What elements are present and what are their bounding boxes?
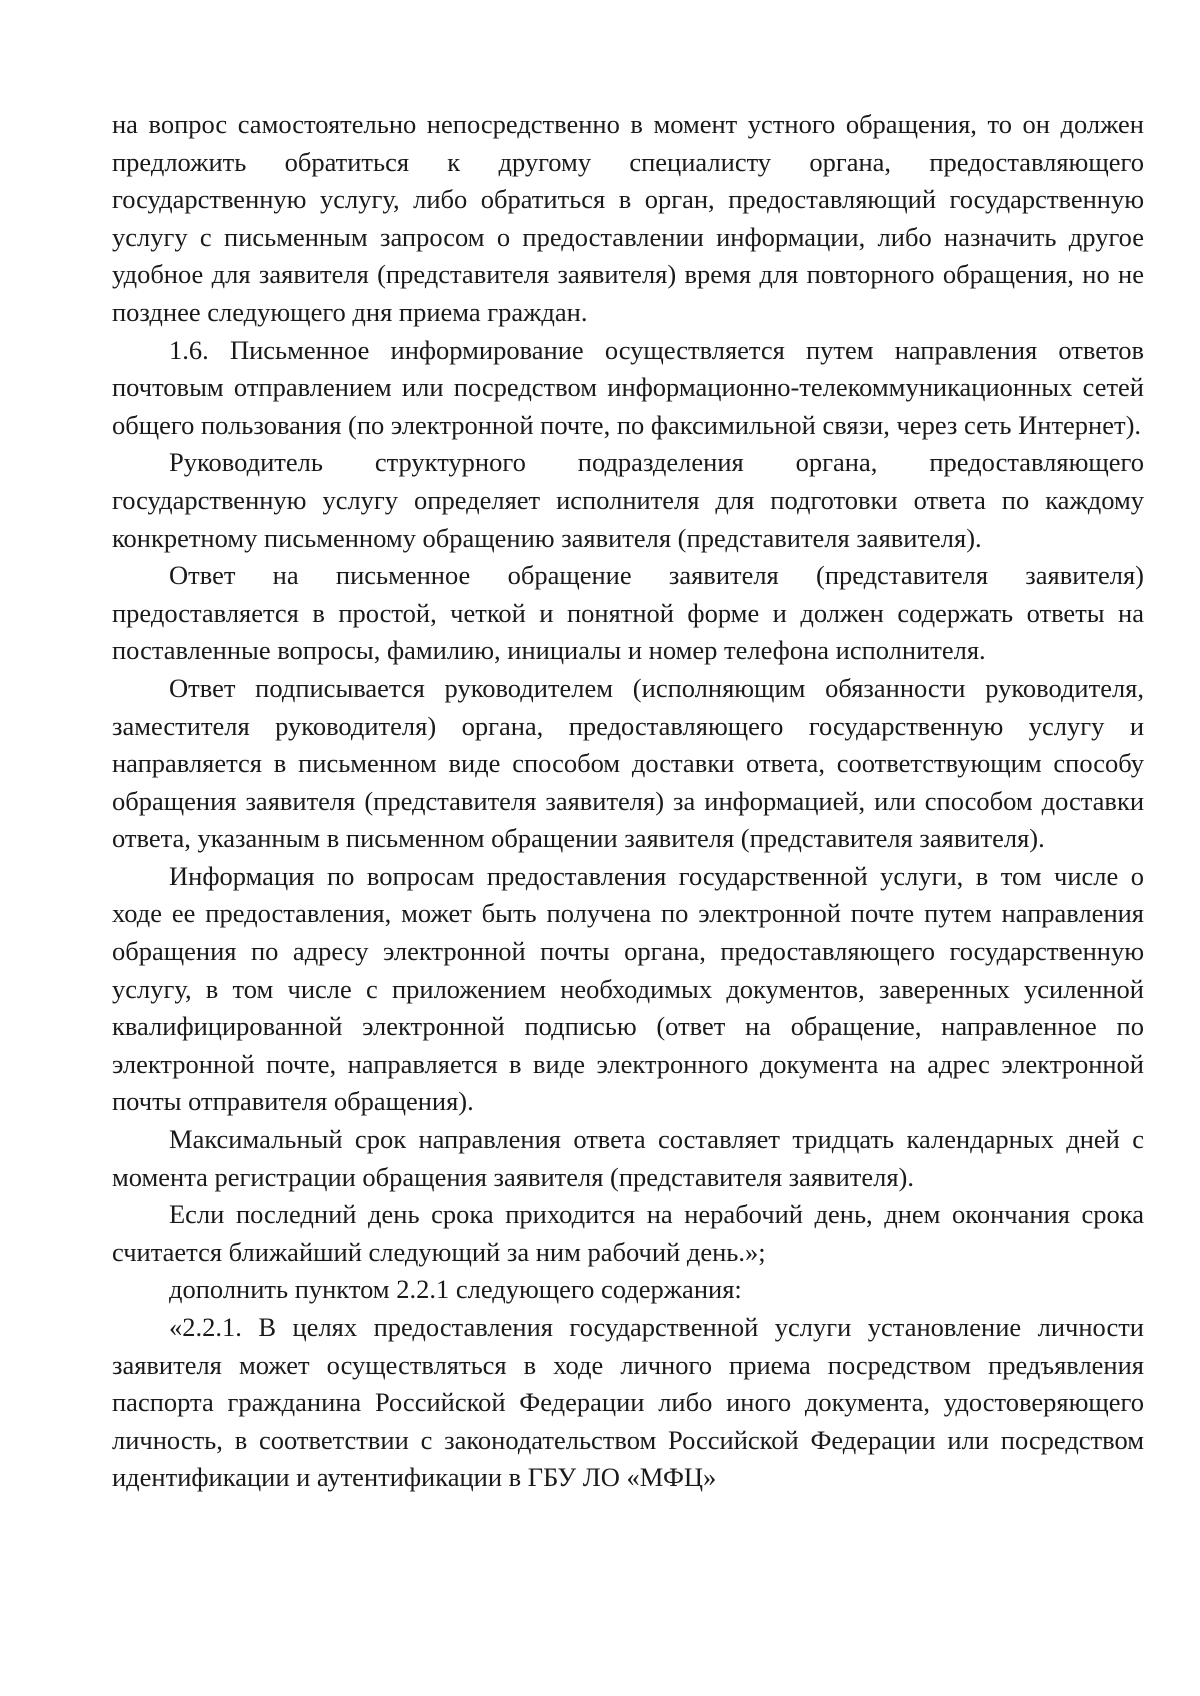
paragraph-add-clause: дополнить пунктом 2.2.1 следующего содержания: xyxy=(169,1274,742,1305)
paragraph-2-2-1: «2.2.1. В целях предоставления государственной услуги установление личности заявителя может осуществляться в ходе личного приема посредством предъявления паспорта гражданина Российской Федерации либо иного документа, удостоверяющего личность, в соответствии с законодательством Российской Федерации или посредством идентификации и аутентификации в ГБУ ЛО «МФЦ» xyxy=(112,1312,1144,1493)
document-body xyxy=(112,106,1144,1497)
paragraph-email-info: Информация по вопросам предоставления государственной услуги, в том числе о ходе ее предоставления, может быть получена по электронной почте путем направления обращения по адресу электронной почты органа, предоставляющего государственную услугу, в том числе с приложением необходимых документов, заверенных усиленной квалифицированной электронной подписью (ответ на обращение, направленное по электронной почте, направляется в виде электронного документа на адрес электронной почты отправителя обращения). xyxy=(112,860,1144,1117)
paragraph-last-day: Если последний день срока приходится на нерабочий день, днем окончания срока считается ближайший следующий за ним рабочий день.»; xyxy=(112,1199,1144,1267)
paragraph-answer-form: Ответ на письменное обращение заявителя (представителя заявителя) предоставляется в простой, четкой и понятной форме и должен содержать ответы на поставленные вопросы, фамилию, инициалы и номер телефона исполнителя. xyxy=(112,560,1144,666)
paragraph-continuation: на вопрос самостоятельно непосредственно в момент устного обращения, то он должен предложить обратиться к другому специалисту органа, предоставляющего государственную услугу, либо обратиться в орган, предоставляющий государственную услугу с письменным запросом о предоставлении информации, либо назначить другое удобное для заявителя (представителя заявителя) время для повторного обращения, но не позднее следующего дня приема граждан. xyxy=(112,109,1144,327)
paragraph-max-term: Максимальный срок направления ответа составляет тридцать календарных дней с момента регистрации обращения заявителя (представителя заявителя). xyxy=(112,1124,1144,1192)
paragraph-division-head: Руководитель структурного подразделения органа, предоставляющего государственную услугу определяет исполнителя для подготовки ответа по каждому конкретному письменному обращению заявителя (представителя заявителя). xyxy=(112,447,1144,553)
paragraph-1-6-written-info: 1.6. Письменное информирование осуществляется путем направления ответов почтовым отправлением или посредством информационно-телекоммуникационных сетей общего пользования (по электронной почте, по факсимильной связи, через сеть Интернет). xyxy=(112,334,1144,440)
paragraph-answer-signing: Ответ подписывается руководителем (исполняющим обязанности руководителя, заместителя руководителя) органа, предоставляющего государственную услугу и направляется в письменном виде способом доставки ответа, соответствующим способу обращения заявителя (представителя заявителя) за информацией, или способом доставки ответа, указанным в письменном обращении заявителя (представителя заявителя). xyxy=(112,672,1144,854)
